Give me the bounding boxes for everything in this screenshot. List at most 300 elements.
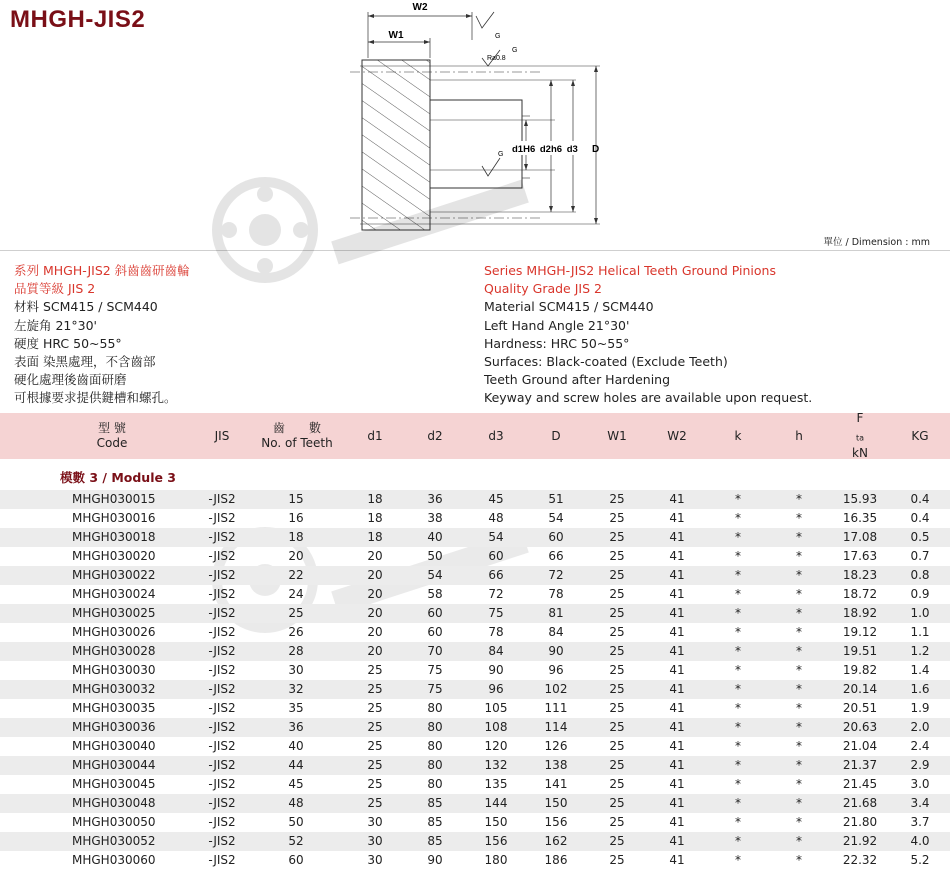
gear-drawing <box>340 0 620 240</box>
cell-kg: 0.8 <box>910 568 930 582</box>
cell-code: MHGH030040 <box>72 739 156 753</box>
cell-jis: -JIS2 <box>208 663 236 677</box>
cell-D: 54 <box>548 511 564 525</box>
spec-zh-ground: 硬化處理後齒面研磨 <box>14 372 127 388</box>
cell-fta: 21.68 <box>842 796 878 810</box>
cell-kg: 3.7 <box>910 815 930 829</box>
cell-D: 66 <box>548 549 564 563</box>
cell-d3: 96 <box>488 682 504 696</box>
table-row <box>0 547 950 566</box>
header-d3: d3 <box>488 428 504 443</box>
cell-d1: 25 <box>367 758 383 772</box>
cell-teeth: 15 <box>288 492 304 506</box>
svg-text:G: G <box>495 33 501 40</box>
spec-zh-hardness: 硬度 HRC 50~55° <box>14 335 122 351</box>
spec-zh-material: 材料 SCM415 / SCM440 <box>14 299 158 315</box>
cell-kg: 0.4 <box>910 492 930 506</box>
cell-teeth: 30 <box>288 663 304 677</box>
cell-d3: 132 <box>484 758 508 772</box>
cell-jis: -JIS2 <box>208 796 236 810</box>
cell-jis: -JIS2 <box>208 530 236 544</box>
table-row <box>0 699 950 718</box>
table-row <box>0 718 950 737</box>
cell-jis: -JIS2 <box>208 701 236 715</box>
cell-fta: 16.35 <box>842 511 878 525</box>
cell-d3: 78 <box>488 625 504 639</box>
cell-d2: 38 <box>427 511 443 525</box>
g-label-top: G <box>512 47 518 54</box>
cell-fta: 22.32 <box>842 853 878 867</box>
header-d1: d1 <box>367 428 383 443</box>
table-row <box>0 661 950 680</box>
cell-jis: -JIS2 <box>208 720 236 734</box>
cell-D: 150 <box>544 796 568 810</box>
cell-w1: 25 <box>609 701 625 715</box>
cell-fta: 20.63 <box>842 720 878 734</box>
spec-en-ground: Teeth Ground after Hardening <box>484 372 671 388</box>
cell-jis: -JIS2 <box>208 492 236 506</box>
cell-D: 186 <box>544 853 568 867</box>
cell-d3: 66 <box>488 568 504 582</box>
cell-h: * <box>796 739 802 753</box>
cell-h: * <box>796 625 802 639</box>
cell-h: * <box>796 853 802 867</box>
spec-en-material: Material SCM415 / SCM440 <box>484 299 654 315</box>
cell-kg: 3.4 <box>910 796 930 810</box>
cell-kg: 0.4 <box>910 511 930 525</box>
table-row <box>0 851 950 870</box>
cell-w1: 25 <box>609 511 625 525</box>
cell-jis: -JIS2 <box>208 815 236 829</box>
cell-d3: 72 <box>488 587 504 601</box>
cell-h: * <box>796 549 802 563</box>
cell-h: * <box>796 682 802 696</box>
cell-teeth: 28 <box>288 644 304 658</box>
header-k: k <box>734 428 742 443</box>
cell-d1: 25 <box>367 796 383 810</box>
cell-d1: 20 <box>367 625 383 639</box>
cell-h: * <box>796 511 802 525</box>
cell-k: * <box>735 549 741 563</box>
cell-d1: 25 <box>367 701 383 715</box>
cell-D: 90 <box>548 644 564 658</box>
cell-kg: 4.0 <box>910 834 930 848</box>
cell-fta: 17.63 <box>842 549 878 563</box>
spec-en-series: Series MHGH-JIS2 Helical Teeth Ground Pinions <box>484 263 776 278</box>
cell-w2: 41 <box>669 663 685 677</box>
cell-w1: 25 <box>609 758 625 772</box>
spec-zh-grade: 品質等級 JIS 2 <box>14 281 96 297</box>
cell-w2: 41 <box>669 701 685 715</box>
cell-teeth: 20 <box>288 549 304 563</box>
table-row <box>0 585 950 604</box>
cell-kg: 1.9 <box>910 701 930 715</box>
cell-w1: 25 <box>609 549 625 563</box>
cell-jis: -JIS2 <box>208 625 236 639</box>
table-row <box>0 623 950 642</box>
cell-d3: 156 <box>484 834 508 848</box>
spec-english <box>484 262 812 408</box>
cell-code: MHGH030052 <box>72 834 156 848</box>
cell-w1: 25 <box>609 739 625 753</box>
cell-jis: -JIS2 <box>208 758 236 772</box>
cell-kg: 1.4 <box>910 663 930 677</box>
table-row <box>0 490 950 509</box>
cell-D: 60 <box>548 530 564 544</box>
cell-d3: 180 <box>484 853 508 867</box>
table-row <box>0 737 950 756</box>
cell-d1: 18 <box>367 511 383 525</box>
cell-kg: 2.0 <box>910 720 930 734</box>
cell-fta: 19.82 <box>842 663 878 677</box>
cell-w1: 25 <box>609 720 625 734</box>
spec-zh-series: 系列 MHGH-JIS2 斜齒齒研齒輪 <box>14 263 190 278</box>
cell-h: * <box>796 530 802 544</box>
module-label: 模數 3 / Module 3 <box>60 470 177 485</box>
cell-fta: 21.37 <box>842 758 878 772</box>
w1-label: W1 <box>388 30 404 41</box>
cell-d1: 25 <box>367 777 383 791</box>
cell-fta: 18.72 <box>842 587 878 601</box>
header-teeth: 齒 數 No. of Teeth <box>261 421 333 450</box>
cell-k: * <box>735 663 741 677</box>
cell-jis: -JIS2 <box>208 606 236 620</box>
cell-D: 162 <box>544 834 568 848</box>
header-h: h <box>795 428 803 443</box>
cell-d2: 80 <box>427 701 443 715</box>
cell-h: * <box>796 663 802 677</box>
spec-en-grade: Quality Grade JIS 2 <box>484 281 602 297</box>
cell-kg: 1.6 <box>910 682 930 696</box>
cell-d2: 75 <box>427 682 443 696</box>
cell-h: * <box>796 720 802 734</box>
cell-D: 72 <box>548 568 564 582</box>
spec-zh-keyway: 可根據要求提供鍵槽和螺孔。 <box>14 390 177 406</box>
cell-h: * <box>796 492 802 506</box>
cell-w1: 25 <box>609 587 625 601</box>
cell-d3: 90 <box>488 663 504 677</box>
w2-label: W2 <box>412 2 428 13</box>
cell-jis: -JIS2 <box>208 853 236 867</box>
table-header <box>0 413 950 459</box>
cell-d1: 20 <box>367 568 383 582</box>
spec-en-keyway: Keyway and screw holes are available upon request. <box>484 390 813 406</box>
cell-teeth: 45 <box>288 777 304 791</box>
cell-d1: 20 <box>367 549 383 563</box>
cell-D: 138 <box>544 758 568 772</box>
cell-jis: -JIS2 <box>208 644 236 658</box>
D-label: D <box>592 144 600 155</box>
cell-k: * <box>735 511 741 525</box>
cell-h: * <box>796 758 802 772</box>
cell-d2: 36 <box>427 492 443 506</box>
cell-code: MHGH030018 <box>72 530 156 544</box>
cell-w1: 25 <box>609 796 625 810</box>
cell-teeth: 22 <box>288 568 304 582</box>
cell-code: MHGH030036 <box>72 720 156 734</box>
table-row <box>0 775 950 794</box>
cell-fta: 21.92 <box>842 834 878 848</box>
cell-kg: 0.9 <box>910 587 930 601</box>
cell-w1: 25 <box>609 682 625 696</box>
cell-d3: 150 <box>484 815 508 829</box>
table-row <box>0 832 950 851</box>
cell-k: * <box>735 853 741 867</box>
cell-h: * <box>796 587 802 601</box>
cell-code: MHGH030045 <box>72 777 156 791</box>
cell-w2: 41 <box>669 853 685 867</box>
cell-k: * <box>735 815 741 829</box>
cell-d2: 85 <box>427 796 443 810</box>
cell-w1: 25 <box>609 834 625 848</box>
table-row <box>0 756 950 775</box>
cell-h: * <box>796 777 802 791</box>
header-D: D <box>551 428 561 443</box>
cell-d1: 25 <box>367 720 383 734</box>
cell-code: MHGH030050 <box>72 815 156 829</box>
cell-w2: 41 <box>669 587 685 601</box>
cell-k: * <box>735 777 741 791</box>
cell-teeth: 50 <box>288 815 304 829</box>
cell-teeth: 48 <box>288 796 304 810</box>
cell-code: MHGH030030 <box>72 663 156 677</box>
unit-label: 單位 / Dimension : mm <box>823 237 930 248</box>
cell-jis: -JIS2 <box>208 834 236 848</box>
cell-kg: 0.5 <box>910 530 930 544</box>
header-code: 型 號 Code <box>96 421 128 450</box>
d3-label: d3 <box>566 144 578 155</box>
cell-jis: -JIS2 <box>208 511 236 525</box>
cell-d3: 120 <box>484 739 508 753</box>
cell-code: MHGH030024 <box>72 587 156 601</box>
table-row <box>0 566 950 585</box>
cell-w2: 41 <box>669 834 685 848</box>
cell-d2: 80 <box>427 739 443 753</box>
page-title: MHGH-JIS2 <box>10 6 146 33</box>
cell-teeth: 24 <box>288 587 304 601</box>
cell-fta: 20.51 <box>842 701 878 715</box>
cell-w1: 25 <box>609 530 625 544</box>
cell-D: 114 <box>544 720 568 734</box>
cell-d2: 58 <box>427 587 443 601</box>
cell-D: 96 <box>548 663 564 677</box>
cell-d1: 20 <box>367 587 383 601</box>
cell-d2: 90 <box>427 853 443 867</box>
cell-jis: -JIS2 <box>208 739 236 753</box>
cell-D: 78 <box>548 587 564 601</box>
cell-w1: 25 <box>609 644 625 658</box>
cell-fta: 19.12 <box>842 625 878 639</box>
cell-fta: 18.23 <box>842 568 878 582</box>
cell-w1: 25 <box>609 625 625 639</box>
cell-d3: 54 <box>488 530 504 544</box>
cell-k: * <box>735 720 741 734</box>
cell-kg: 1.1 <box>910 625 930 639</box>
cell-code: MHGH030028 <box>72 644 156 658</box>
d1-label: d1H6 <box>512 144 536 155</box>
cell-d1: 30 <box>367 853 383 867</box>
cell-teeth: 40 <box>288 739 304 753</box>
cell-jis: -JIS2 <box>208 587 236 601</box>
cell-h: * <box>796 606 802 620</box>
cell-code: MHGH030025 <box>72 606 156 620</box>
cell-teeth: 25 <box>288 606 304 620</box>
cell-w2: 41 <box>669 530 685 544</box>
cell-teeth: 44 <box>288 758 304 772</box>
d2-label: d2h6 <box>539 144 563 155</box>
cell-teeth: 18 <box>288 530 304 544</box>
cell-fta: 19.51 <box>842 644 878 658</box>
cell-D: 126 <box>544 739 568 753</box>
cell-d1: 30 <box>367 834 383 848</box>
cell-w1: 25 <box>609 492 625 506</box>
cell-kg: 1.2 <box>910 644 930 658</box>
cell-d1: 25 <box>367 739 383 753</box>
cell-k: * <box>735 739 741 753</box>
cell-k: * <box>735 834 741 848</box>
spec-zh-angle: 左旋角 21°30' <box>14 317 97 333</box>
cell-k: * <box>735 682 741 696</box>
cell-d3: 144 <box>484 796 508 810</box>
cell-w2: 41 <box>669 720 685 734</box>
cell-code: MHGH030044 <box>72 758 156 772</box>
cell-kg: 1.0 <box>910 606 930 620</box>
cell-teeth: 36 <box>288 720 304 734</box>
spec-en-angle: Left Hand Angle 21°30' <box>484 317 630 333</box>
divider <box>0 250 950 251</box>
cell-D: 141 <box>544 777 568 791</box>
cell-k: * <box>735 606 741 620</box>
svg-text:d1H6 d2h6 d3 <box>512 144 578 155</box>
spec-en-hardness: Hardness: HRC 50~55° <box>484 335 630 351</box>
cell-w2: 41 <box>669 644 685 658</box>
cell-h: * <box>796 701 802 715</box>
cell-h: * <box>796 568 802 582</box>
cell-teeth: 26 <box>288 625 304 639</box>
cell-w2: 41 <box>669 549 685 563</box>
cell-fta: 15.93 <box>842 492 878 506</box>
cell-d2: 80 <box>427 720 443 734</box>
cell-D: 84 <box>548 625 564 639</box>
cell-d1: 30 <box>367 815 383 829</box>
cell-d1: 18 <box>367 492 383 506</box>
cell-d2: 80 <box>427 777 443 791</box>
cell-d3: 135 <box>484 777 508 791</box>
cell-kg: 2.9 <box>910 758 930 772</box>
cell-d2: 50 <box>427 549 443 563</box>
cell-kg: 3.0 <box>910 777 930 791</box>
header-w1: W1 <box>607 428 627 443</box>
cell-d3: 60 <box>488 549 504 563</box>
cell-d2: 60 <box>427 625 443 639</box>
ra-label: Ra0.8 <box>487 55 506 62</box>
cell-d2: 40 <box>427 530 443 544</box>
cell-code: MHGH030048 <box>72 796 156 810</box>
cell-code: MHGH030026 <box>72 625 156 639</box>
cell-d2: 70 <box>427 644 443 658</box>
cell-D: 81 <box>548 606 564 620</box>
cell-teeth: 32 <box>288 682 304 696</box>
cell-D: 111 <box>544 701 568 715</box>
cell-D: 102 <box>544 682 568 696</box>
cell-w1: 25 <box>609 815 625 829</box>
cell-jis: -JIS2 <box>208 549 236 563</box>
cell-kg: 0.7 <box>910 549 930 563</box>
cell-w2: 41 <box>669 758 685 772</box>
cell-w2: 41 <box>669 606 685 620</box>
cell-fta: 20.14 <box>842 682 878 696</box>
cell-d2: 80 <box>427 758 443 772</box>
cell-d3: 105 <box>484 701 508 715</box>
cell-d2: 85 <box>427 815 443 829</box>
cell-d1: 20 <box>367 606 383 620</box>
cell-w1: 25 <box>609 777 625 791</box>
cell-k: * <box>735 701 741 715</box>
cell-d3: 48 <box>488 511 504 525</box>
cell-kg: 2.4 <box>910 739 930 753</box>
cell-code: MHGH030016 <box>72 511 156 525</box>
cell-k: * <box>735 492 741 506</box>
spec-chinese <box>14 262 190 408</box>
cell-teeth: 52 <box>288 834 304 848</box>
cell-w2: 41 <box>669 739 685 753</box>
cell-k: * <box>735 625 741 639</box>
cell-code: MHGH030020 <box>72 549 156 563</box>
cell-w1: 25 <box>609 853 625 867</box>
cell-w2: 41 <box>669 492 685 506</box>
table-row <box>0 680 950 699</box>
cell-w2: 41 <box>669 682 685 696</box>
cell-d3: 45 <box>488 492 504 506</box>
cell-jis: -JIS2 <box>208 568 236 582</box>
cell-D: 156 <box>544 815 568 829</box>
cell-jis: -JIS2 <box>208 777 236 791</box>
header-d2: d2 <box>427 428 443 443</box>
cell-k: * <box>735 796 741 810</box>
cell-teeth: 16 <box>288 511 304 525</box>
cell-k: * <box>735 530 741 544</box>
spec-en-surface: Surfaces: Black-coated (Exclude Teeth) <box>484 354 728 370</box>
cell-w2: 41 <box>669 796 685 810</box>
table-row <box>0 642 950 661</box>
cell-fta: 21.04 <box>842 739 878 753</box>
cell-code: MHGH030015 <box>72 492 156 506</box>
cell-kg: 5.2 <box>910 853 930 867</box>
cell-h: * <box>796 796 802 810</box>
cell-w1: 25 <box>609 663 625 677</box>
cell-d3: 84 <box>488 644 504 658</box>
cell-d2: 85 <box>427 834 443 848</box>
cell-d1: 20 <box>367 644 383 658</box>
cell-code: MHGH030032 <box>72 682 156 696</box>
spec-zh-surface: 表面 染黑處理，不含齒部 <box>14 354 156 370</box>
cell-d3: 108 <box>484 720 508 734</box>
cell-w2: 41 <box>669 568 685 582</box>
cell-d2: 75 <box>427 663 443 677</box>
cell-d1: 25 <box>367 663 383 677</box>
cell-fta: 18.92 <box>842 606 878 620</box>
cell-k: * <box>735 758 741 772</box>
cell-w2: 41 <box>669 511 685 525</box>
cell-k: * <box>735 587 741 601</box>
cell-w1: 25 <box>609 568 625 582</box>
cell-k: * <box>735 644 741 658</box>
table-body <box>0 490 950 870</box>
cell-code: MHGH030022 <box>72 568 156 582</box>
cell-d1: 18 <box>367 530 383 544</box>
cell-teeth: 35 <box>288 701 304 715</box>
cell-teeth: 60 <box>288 853 304 867</box>
